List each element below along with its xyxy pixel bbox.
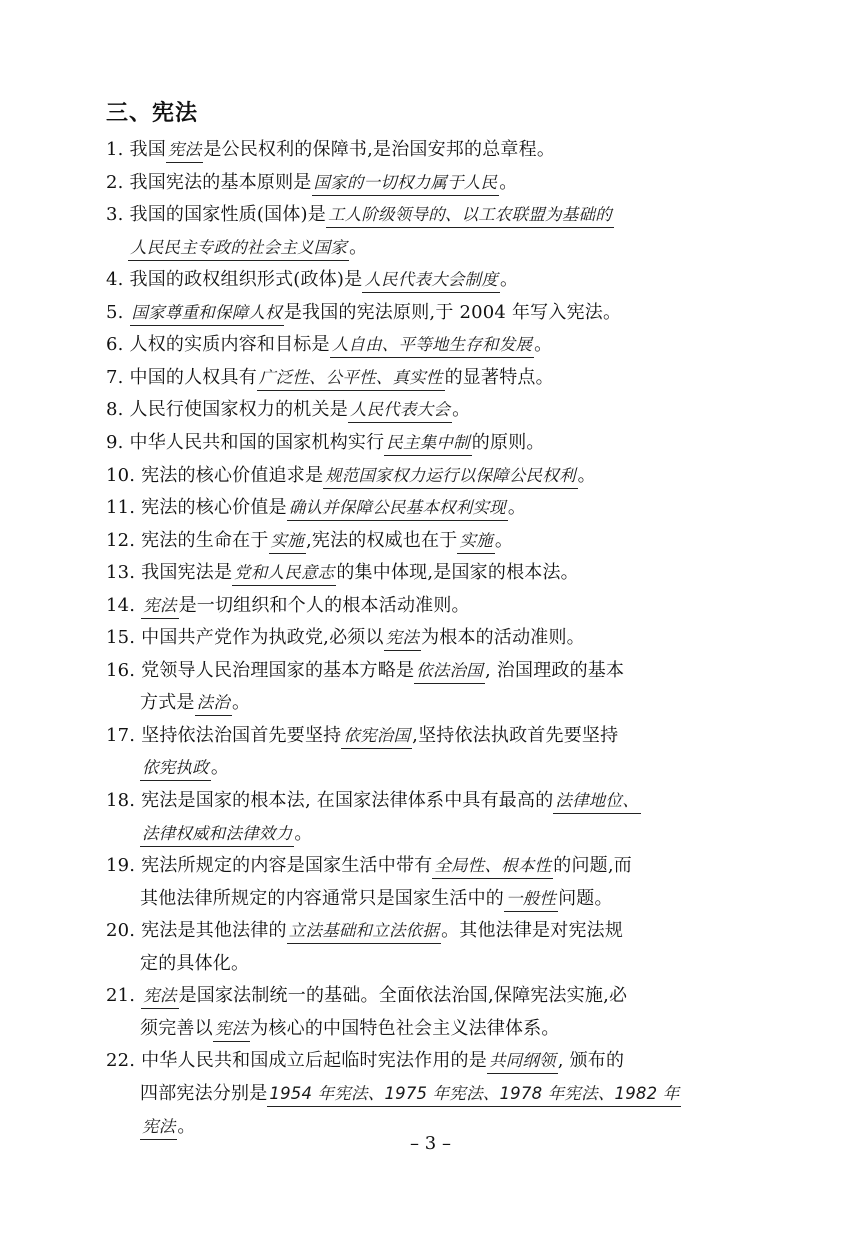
question-text: 。 <box>177 1115 196 1137</box>
answer-blank: 工人阶级领导的、以工农联盟为基础的 <box>326 203 614 228</box>
question-text: 须完善以 <box>140 1017 213 1039</box>
question-text: 17. 坚持依法治国首先要坚持 <box>106 724 342 746</box>
question-text: 的显著特点。 <box>444 366 554 388</box>
answer-blank: 确认并保障公民基本权利实现 <box>287 496 508 521</box>
question-text: , 颁布的 <box>557 1050 625 1072</box>
question-text: 7. 中国的人权具有 <box>106 366 257 388</box>
question-text: 9. 中华人民共和国的国家机构实行 <box>106 431 385 453</box>
question-text: 问题。 <box>558 887 613 909</box>
question-text: 为核心的中国特色社会主义法律体系。 <box>250 1017 560 1039</box>
question-text: 3. 我国的国家性质(国体)是 <box>106 204 326 226</box>
question-text: 定的具体化。 <box>140 952 250 974</box>
question-text: ,坚持依法执政首先要坚持 <box>412 724 619 746</box>
answer-blank: 依宪执政 <box>140 756 211 781</box>
question-text: 。 <box>452 399 471 421</box>
answer-blank: 规范国家权力运行以保障公民权利 <box>323 464 578 489</box>
answer-blank: 立法基础和立法依据 <box>287 919 441 944</box>
answer-blank: 宪法 <box>384 626 421 651</box>
answer-blank: 宪法 <box>141 594 178 619</box>
question-text: 。 <box>232 692 251 714</box>
question-text: 。 <box>499 269 519 291</box>
question-line <box>106 296 758 330</box>
question-text: , 治国理政的基本 <box>484 659 625 681</box>
answer-blank: 全局性、根本性 <box>432 854 553 879</box>
question-text: 。其他法律是对宪法规 <box>441 920 624 942</box>
answer-blank: 人民代表大会制度 <box>362 268 500 293</box>
question-text: 。 <box>577 464 596 486</box>
answer-blank: 法治 <box>195 691 232 716</box>
question-text: 14. <box>106 594 142 616</box>
question-text: 四部宪法分别是 <box>140 1082 268 1104</box>
question-line <box>106 198 758 232</box>
question-continuation-line <box>140 686 758 720</box>
question-line <box>106 166 758 200</box>
answer-blank: 国家的一切权力属于人民 <box>312 171 500 196</box>
question-text: 15. 中国共产党作为执政党,必须以 <box>106 627 384 649</box>
answer-blank: 依法治国 <box>414 659 485 684</box>
question-text: 。 <box>534 334 553 356</box>
question-text: 方式是 <box>140 692 195 714</box>
answer-blank: 宪法 <box>166 138 203 163</box>
question-text: 。 <box>349 236 368 258</box>
question-text: 20. 宪法是其他法律的 <box>106 920 287 942</box>
answer-blank: 共同纲领 <box>487 1049 558 1074</box>
question-text: 22. 中华人民共和国成立后起临时宪法作用的是 <box>106 1050 487 1072</box>
question-text: 12. 宪法的生命在于 <box>106 529 269 551</box>
question-text: 为根本的活动准则。 <box>421 627 585 649</box>
question-text: 21. <box>106 985 142 1007</box>
question-text: 10. 宪法的核心价值追求是 <box>106 464 324 486</box>
question-text: 16. 党领导人民治理国家的基本方略是 <box>106 659 415 681</box>
question-text: 13. 我国宪法是 <box>106 562 233 584</box>
answer-blank: 人民民主专政的社会主义国家 <box>128 236 349 261</box>
question-text: 18. 宪法是国家的根本法, 在国家法律体系中具有最高的 <box>106 790 554 811</box>
answer-blank: 宪法 <box>213 1017 250 1042</box>
question-text: 。 <box>210 757 230 779</box>
answer-blank: 实施 <box>269 529 306 554</box>
question-continuation-line <box>140 751 758 785</box>
answer-blank: 1954 年宪法、1975 年宪法、1978 年宪法、1982 年 <box>267 1082 681 1107</box>
question-continuation-line <box>140 817 758 851</box>
question-text: 是一切组织和个人的根本活动准则。 <box>178 594 470 616</box>
question-continuation-line <box>128 231 758 265</box>
question-line <box>106 491 758 525</box>
question-text: 6. 人权的实质内容和目标是 <box>106 334 330 356</box>
question-text: 11. 宪法的核心价值是 <box>106 497 287 519</box>
question-continuation-line <box>140 1077 758 1111</box>
question-line <box>106 361 758 395</box>
question-line <box>106 1044 758 1078</box>
question-text: 19. 宪法所规定的内容是国家生活中带有 <box>106 855 433 877</box>
question-text: 的集中体现,是国家的根本法。 <box>336 562 579 584</box>
question-line <box>106 459 758 493</box>
question-text: 是公民权利的保障书,是治国安邦的总章程。 <box>203 139 556 160</box>
answer-blank: 法律权威和法律效力 <box>140 822 294 847</box>
question-line <box>106 914 758 948</box>
question-text: 的原则。 <box>471 431 545 453</box>
question-line <box>106 621 758 655</box>
question-line <box>106 524 758 558</box>
question-line <box>106 328 758 362</box>
question-line <box>106 263 758 297</box>
question-line <box>106 654 758 688</box>
question-text: 4. 我国的政权组织形式(政体)是 <box>106 269 363 291</box>
question-text: 其他法律所规定的内容通常只是国家生活中的 <box>140 887 504 909</box>
question-text: 8. 人民行使国家权力的机关是 <box>106 399 348 421</box>
question-text: ,宪法的权威也在于 <box>305 529 458 551</box>
question-line <box>106 589 758 623</box>
question-text: 。 <box>294 822 313 844</box>
question-text: 。 <box>494 529 514 551</box>
question-line <box>106 556 758 590</box>
page-number: – 3 – <box>410 1133 451 1154</box>
answer-blank: 人民代表大会 <box>348 398 452 423</box>
question-text: 是我国的宪法原则,于 2004 年写入宪法。 <box>283 301 622 323</box>
answer-blank: 依宪治国 <box>341 724 412 749</box>
question-text: 。 <box>499 171 518 193</box>
answer-blank: 党和人民意志 <box>232 561 336 586</box>
answer-blank: 宪法 <box>141 984 178 1009</box>
question-text: 是国家法制统一的基础。全面依法治国,保障宪法实施,必 <box>178 985 628 1007</box>
question-text: 。 <box>507 497 527 519</box>
answer-blank: 民主集中制 <box>384 431 472 456</box>
answer-blank: 实施 <box>457 529 494 554</box>
question-continuation-line <box>140 882 758 916</box>
question-continuation-line <box>140 947 758 981</box>
answer-blank: 国家尊重和保障人权 <box>130 301 284 326</box>
answer-blank: 宪法 <box>140 1115 177 1140</box>
question-text: 1. 我国 <box>106 139 166 160</box>
section-title: 三、宪法 <box>106 101 199 126</box>
question-continuation-line <box>140 1012 758 1046</box>
answer-blank: 人自由、平等地生存和发展 <box>330 333 534 358</box>
question-line <box>106 393 758 427</box>
question-text: 5. <box>106 301 130 323</box>
question-line <box>106 133 758 167</box>
question-line <box>106 979 758 1013</box>
question-text: 2. 我国宪法的基本原则是 <box>106 171 312 193</box>
answer-blank: 一般性 <box>504 887 558 912</box>
question-line <box>106 426 758 460</box>
question-line <box>106 784 758 818</box>
question-line <box>106 849 758 883</box>
question-text: 的问题,而 <box>553 855 632 877</box>
answer-blank: 广泛性、公平性、真实性 <box>257 366 445 391</box>
answer-blank: 法律地位、 <box>553 789 641 814</box>
question-line <box>106 719 758 753</box>
